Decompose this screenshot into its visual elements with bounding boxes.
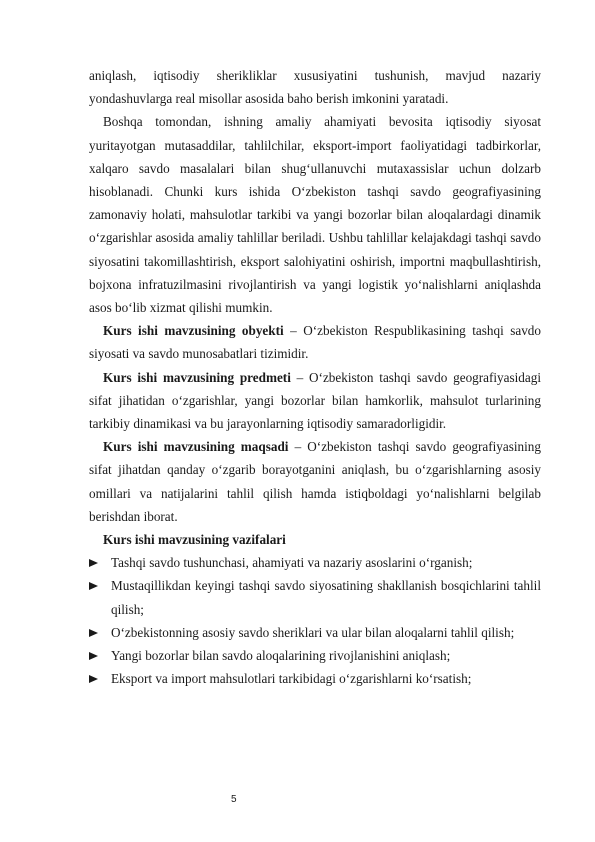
task-text: Eksport va import mahsulotlari tarkibidagi o‘zgarishlarni ko‘rsatish; — [111, 671, 472, 687]
task-item — [89, 667, 541, 690]
task-text: Yangi bozorlar bilan savdo aloqalarining rivojlanishini aniqlash; — [111, 648, 451, 664]
arrowhead-right-icon — [89, 629, 98, 637]
task-item — [89, 574, 541, 620]
page-number: 5 — [231, 794, 237, 805]
arrowhead-right-icon — [89, 559, 98, 567]
paragraph-continuation: aniqlash, iqtisodiy sherikliklar xususiyatini tushunish, mavjud nazariy yondashuvlarga real misollar asosida baho berish imkonini yaratadi. — [89, 68, 541, 107]
goal-text: – O‘zbekiston tashqi savdo geografiyasining sifat jihatdan qanday o‘zgarib borayotganini aniqlash, bu o‘zgarishlarning asosiy omillari va natijalarini tahlil qilish hamda istiqboldagi yo‘nalishlarni belgilab berishdan iborat. — [89, 439, 541, 524]
paragraph-object — [89, 319, 541, 365]
object-text: – O‘zbekiston Respublikasining tashqi savdo siyosati va savdo munosabatlari tizimidir. — [89, 323, 541, 362]
subject-text: – O‘zbekiston tashqi savdo geografiyasidagi sifat jihatidan o‘zgarishlar, yangi bozorlar bilan hamkorlik, mahsulot turlarining tarkibiy dinamikasi va bu jarayonlarning iqtisodiy samaradorligidir. — [89, 369, 542, 432]
task-item — [89, 551, 541, 574]
task-text: O‘zbekistonning asosiy savdo sheriklari va ular bilan aloqalarni tahlil qilish; — [111, 624, 515, 640]
tasks-heading: Kurs ishi mavzusining vazifalari — [103, 532, 286, 548]
tasks-list — [89, 551, 541, 690]
paragraph-subject — [89, 366, 541, 436]
arrowhead-right-icon — [89, 582, 98, 590]
subject-label: Kurs ishi mavzusining predmeti — [103, 369, 291, 385]
page-content — [89, 64, 541, 690]
paragraph-practical-significance: Boshqa tomondan, ishning amaliy ahamiyati bevosita iqtisodiy siyosat yuritayotgan mutasaddilar, tahlilchilar, eksport-import faoliyatidagi tadbirkorlar, xalqaro savdo masalalari bilan shug‘ullanuvchi mutaxassislar uchun dolzarb hisoblanadi. Chunki kurs ishida O‘zbekiston tashqi savdo geografiyasining zamonaviy holati, mahsulotlar tarkibi va yangi bozorlar bilan aloqalardagi dinamik o‘zgarishlar asosida amaliy tahlillar beriladi. Ushbu tahlillar kelajakdagi tashqi savdo siyosatini takomillashtirish, eksport salohiyatini oshirish, importni maqbullashtirish, bojxona infratuzilmasini rivojlantirish va yangi logistik yo‘nalishlarni aniqlashda asos bo‘lib xizmat qilishi mumkin. — [89, 114, 541, 316]
object-label: Kurs ishi mavzusining obyekti — [103, 323, 284, 339]
task-item — [89, 644, 541, 667]
task-text: Mustaqillikdan keyingi tashqi savdo siyosatining shakllanish bosqichlarini tahlil qilish; — [111, 578, 541, 617]
task-text: Tashqi savdo tushunchasi, ahamiyati va nazariy asoslarini o‘rganish; — [111, 555, 473, 571]
arrowhead-right-icon — [89, 652, 98, 660]
arrowhead-right-icon — [89, 675, 98, 683]
paragraph-goal — [89, 435, 541, 528]
goal-label: Kurs ishi mavzusining maqsadi — [103, 439, 289, 455]
task-item — [89, 621, 541, 644]
